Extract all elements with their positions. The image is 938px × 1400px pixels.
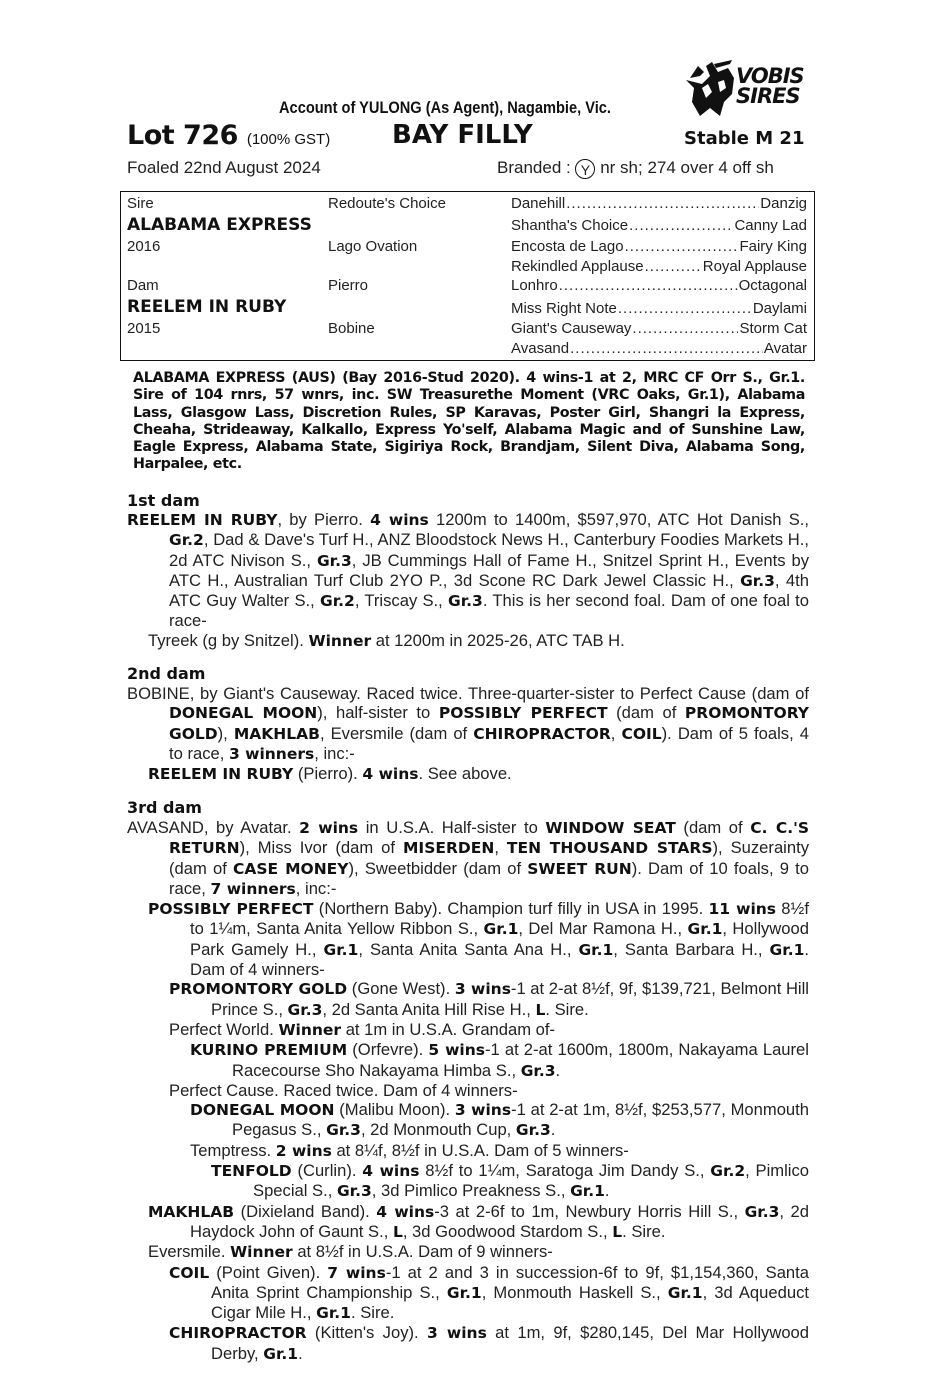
progeny-possibly-perfect: POSSIBLY PERFECT (Northern Baby). Champion turf filly in USA in 1995. 11 wins 8½f to 1¼m, Santa Anita Yellow Ribbon S., Gr.1, Del Mar Ramona H., Gr.1, Hollywood Park Gamely H., Gr.1, Santa Anita Santa Ana H., Gr.1, Santa Barbara H., Gr.1. Dam of 4 winners- (148, 899, 809, 980)
logo-line2: SIRES (736, 84, 800, 108)
dam-name: REELEM IN RUBY (127, 297, 287, 317)
sire-label: Sire (127, 195, 154, 212)
progeny-temptress: Temptress. 2 wins at 8¼f, 8½f in U.S.A. Dam of 5 winners- (190, 1140, 629, 1160)
vobis-sires-logo (684, 58, 818, 118)
gp-right: Octagonal (738, 277, 807, 294)
dam-year: 2015 (127, 320, 161, 337)
progeny-promontory-gold: PROMONTORY GOLD (Gone West). 3 wins-1 at 2-at 8½f, 9f, $139,721, Belmont Hill Prince S., Gr.3, 2d Santa Anita Hill Rise H., L. Sire. (169, 979, 809, 1019)
progeny-donegal-moon: DONEGAL MOON (Malibu Moon). 3 wins-1 at 2-at 1m, 8½f, $253,577, Monmouth Pegasus S., Gr.3, 2d Monmouth Cup, Gr.3. (190, 1100, 809, 1140)
sire-sire: Redoute's Choice (328, 195, 446, 212)
gp-left: Miss Right Note (511, 300, 617, 317)
grandparent-row (511, 300, 807, 317)
leader-dots (632, 320, 738, 337)
grandparent-row (511, 217, 807, 234)
sire-stud-note: ALABAMA EXPRESS (AUS) (Bay 2016-Stud 2020). 4 wins-1 at 2, MRC CF Orr S., Gr.1. Sire of 104 rnrs, 57 wnrs, inc. SW Treasurethe Moment (VRC Oaks, Gr.1), Alabama Lass, Glasgow Lass, Discretion Rules, SP Karavas, Poster Girl, Shangri la Express, Cheaha, Strideaway, Kalkallo, Express Yo'self, Alabama Magic and of Sunshine Law, Eagle Express, Alabama State, Sigiriya Rock, Brandjam, Silent Diva, Alabama Song, Harpalee, etc. (133, 370, 805, 473)
progeny-reelem-in-ruby: REELEM IN RUBY (Pierro). 4 wins. See above. (148, 764, 512, 784)
foaled-date: Foaled 22nd August 2024 (127, 158, 321, 177)
second-dam-text (127, 684, 809, 784)
first-dam-heading: 1st dam (127, 491, 200, 510)
gp-right: Daylami (752, 300, 807, 317)
gp-right: Danzig (760, 195, 807, 212)
grandparent-row (511, 277, 807, 294)
third-dam-paragraph: AVASAND, by Avatar. 2 wins in U.S.A. Half-sister to WINDOW SEAT (dam of C. C.'S RETURN), Miss Ivor (dam of MISERDEN, TEN THOUSAND STARS), Suzerainty (dam of CASE MONEY), Sweetbidder (dam of SWEET RUN). Dam of 10 foals, 9 to race, 7 winners, inc:- (127, 818, 810, 898)
gp-left: Shantha's Choice (511, 217, 629, 234)
gp-left: Encosta de Lago (511, 238, 624, 255)
second-dam-paragraph: BOBINE, by Giant's Causeway. Raced twice. Three-quarter-sister to Perfect Cause (dam of DONEGAL MOON), half-sister to POSSIBLY PERFECT (dam of PROMONTORY GOLD), MAKHLAB, Eversmile (dam of CHIROPRACTOR, COIL). Dam of 5 foals, 4 to race, 3 winners, inc:- (127, 684, 810, 763)
gp-left: Avasand (511, 340, 570, 357)
gp-right: Avatar (763, 340, 807, 357)
grandparent-row (511, 340, 807, 357)
grandparent-row (511, 238, 807, 255)
leader-dots (570, 340, 763, 357)
gp-right: Fairy King (739, 238, 807, 255)
leader-dots (629, 217, 733, 234)
brand-info (497, 158, 774, 179)
first-dam-text (127, 510, 809, 651)
branded-label: Branded : (497, 158, 571, 177)
progeny-makhlab: MAKHLAB (Dixieland Band). 4 wins-3 at 2-6f to 1m, Newbury Horris Hill S., Gr.3, 2d Haydock John of Gaunt S., L, 3d Goodwood Stardom S., L. Sire. (148, 1201, 809, 1241)
leader-dots (566, 195, 759, 212)
gp-right: Canny Lad (734, 217, 807, 234)
progeny-perfect-cause: Perfect Cause. Raced twice. Dam of 4 winners- (169, 1080, 518, 1100)
progeny-kurino-premium: KURINO PREMIUM (Orfevre). 5 wins-1 at 2-at 1600m, 1800m, Nakayama Laurel Racecourse Sho Nakayama Himba S., Gr.3. (190, 1040, 809, 1080)
page-title: BAY FILLY (392, 120, 533, 150)
first-dam-paragraph: REELEM IN RUBY, by Pierro. 4 wins 1200m to 1400m, $597,970, ATC Hot Danish S., Gr.2, Dad & Dave's Turf H., ANZ Bloodstock News H., Canterbury Foodies Markets H., 2d ATC Nivison S., Gr.3, JB Cummings Hall of Fame H., Snitzel Sprint H., Events by ATC H., Australian Turf Club 2YO P., 3d Scone RC Dark Jewel Classic H., Gr.3, 4th ATC Guy Walter S., Gr.2, Triscay S., Gr.3. This is her second foal. Dam of one foal to race- (127, 510, 810, 631)
third-dam-text (127, 818, 809, 1364)
sire-year: 2016 (127, 238, 161, 255)
grandparent-row (511, 258, 807, 275)
leader-dots (625, 238, 739, 255)
gp-left: Rekindled Applause (511, 258, 644, 275)
logo-line1: VOBIS (736, 64, 804, 88)
progeny-chiropractor: CHIROPRACTOR (Kitten's Joy). 3 wins at 1m, 9f, $280,145, Del Mar Hollywood Derby, Gr.1. (169, 1323, 810, 1363)
gp-left: Danehill (511, 195, 566, 212)
brand-mark-icon: Y (575, 159, 595, 179)
dam-label: Dam (127, 277, 159, 294)
leader-dots (618, 300, 752, 317)
leader-dots (645, 258, 702, 275)
lot-label: Lot 726 (127, 120, 238, 151)
grandparent-row (511, 320, 807, 337)
gp-right: Royal Applause (702, 258, 807, 275)
dam-dam: Bobine (328, 320, 375, 337)
vendor-account: Account of YULONG (As Agent), Nagambie, Vic. (279, 98, 611, 117)
brand-description: nr sh; 274 over 4 off sh (600, 158, 774, 177)
grandparent-row (511, 195, 807, 212)
sire-dam: Lago Ovation (328, 238, 418, 255)
progeny-tyreek: Tyreek (g by Snitzel). Winner at 1200m in 2025-26, ATC TAB H. (148, 630, 625, 650)
stable-number: Stable M 21 (684, 128, 805, 149)
sire-name: ALABAMA EXPRESS (127, 215, 312, 235)
horse-rider-icon (684, 58, 736, 118)
gp-left: Lonhro (511, 277, 558, 294)
gp-left: Giant's Causeway (511, 320, 632, 337)
third-dam-heading: 3rd dam (127, 798, 202, 817)
dam-sire: Pierro (328, 277, 369, 294)
pedigree-table (120, 191, 815, 361)
second-dam-heading: 2nd dam (127, 664, 206, 683)
progeny-coil: COIL (Point Given). 7 wins-1 at 2 and 3 in succession-6f to 9f, $1,154,360, Santa Anita Sprint Championship S., Gr.1, Monmouth Haskell S., Gr.1, 3d Aqueduct Cigar Mile H., Gr.1. Sire. (169, 1262, 809, 1323)
progeny-eversmile: Eversmile. Winner at 8½f in U.S.A. Dam of 9 winners- (148, 1242, 553, 1262)
gst-note: (100% GST) (246, 131, 331, 148)
progeny-tenfold: TENFOLD (Curlin). 4 wins 8½f to 1¼m, Saratoga Jim Dandy S., Gr.2, Pimlico Special S., Gr.3, 3d Pimlico Preakness S., Gr.1. (211, 1161, 810, 1201)
progeny-perfect-world: Perfect World. Winner at 1m in U.S.A. Grandam of- (169, 1019, 556, 1039)
gp-right: Storm Cat (739, 320, 807, 337)
leader-dots (559, 277, 738, 294)
lot-number (127, 120, 330, 151)
